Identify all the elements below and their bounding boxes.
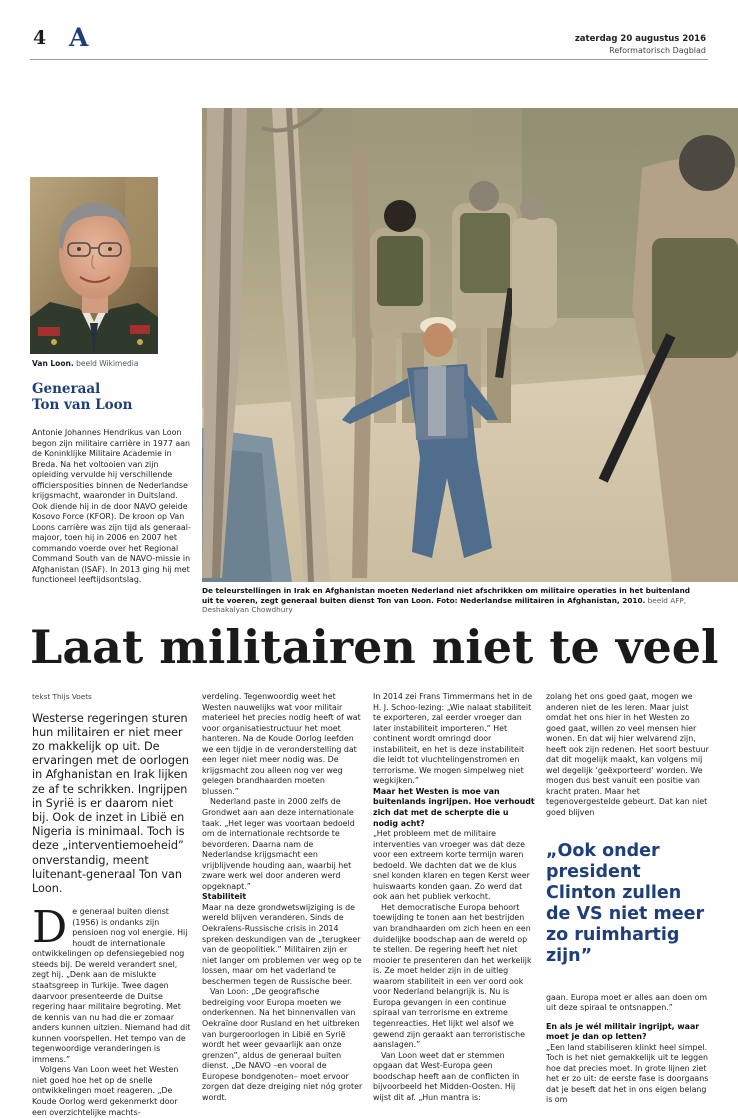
pull-quote: „Ook onder president Clinton zullen de VS niet meer zo ruimhartig zijn”: [546, 840, 705, 966]
column-2: [202, 692, 363, 1103]
column-1: [32, 692, 192, 1118]
bio-title-line2: Ton van Loon: [32, 397, 133, 413]
issue-date: zaterdag 20 augustus 2016: [574, 34, 706, 44]
headline: Laat militairen niet te veel: [30, 620, 719, 674]
bio-title-line1: Generaal: [32, 381, 101, 397]
paragraph: Het democratische Europa behoort toewijding te tonen aan het bestrijden van brandhaarden om zich heen en een duidelijke boodschap aan de wereld op te stellen. De regering heeft het niet mooier te presenteren dan het werkelijk is. Ze moet helder zijn in de uitleg waarom stabiliteit in een ver oord ook voor Nederland belangrijk is. Nu is Europa gevangen in een continue spiraal van terrorisme en extreme tegenreacties. Het lijkt wel alsof we gewend zijn geraakt aan terroristische aanslagen.”: [373, 902, 532, 1050]
main-photo: [202, 108, 738, 582]
paragraph: Van Loon weet dat er stemmen opgaan dat West-Europa geen boodschap heeft aan de conflicten in bijvoorbeeld het Midden-Oosten. Hij wijst dit af. „Hun mantra is:: [373, 1050, 520, 1102]
photo-caption: [202, 586, 702, 615]
subheading: Stabiliteit: [202, 892, 247, 902]
paragraph: „Een land stabiliseren klinkt heel simpel. Toch is het niet gemakkelijk uit te leggen hoe dat precies moet. In grote lijnen ziet het er zo uit: de eerste fase is doorgaans dat je beseft dat het in ons eigen belang is om: [546, 1042, 709, 1105]
column-3: [373, 692, 535, 1103]
page-number: 4: [33, 27, 47, 49]
paragraph: „Het probleem met de militaire interventies van vroeger was dat deze voor een extreem korte termijn waren bedoeld. We dachten dat we de klus snel konden klaren en tegen Kerst weer huiswaarts konden gaan. Zo werd dat ook aan het publiek verkocht.: [373, 829, 530, 902]
portrait-credit: beeld Wikimedia: [76, 359, 139, 368]
paragraph: Volgens Van Loon weet het Westen niet goed hoe het op de snelle ontwikkelingen moet reageren. „De Koude Oorlog werd gekenmerkt door een overzichtelijke machts-: [32, 1065, 179, 1117]
portrait-caption-name: Van Loon.: [32, 359, 74, 368]
newspaper-name: Reformatorisch Dagblad: [609, 46, 706, 55]
paragraph: Van Loon: „De geografische bedreiging voor Europa moeten we onderkennen. Na het binnenvallen van Oekraïne door Rusland en het uitbreken van burgeroorlogen in Libië en Syrië wordt het weer gevaarlijk aan onze grenzen”, aldus de generaal buiten dienst. „De NAVO –en vooral de Europese bondgenoten– moet ervoor zorgen dat deze dreiging niet nóg groter wordt.: [202, 987, 363, 1102]
section-logo: A: [69, 23, 89, 52]
column-4: [546, 692, 709, 1106]
interview-question: En als je wél militair ingrijpt, waar moet je dan op letten?: [546, 1021, 700, 1042]
paragraph: In 2014 zei Frans Timmermans het in de H. J. Schoo-lezing: „Wie nalaat stabiliteit te exporteren, zal eerder vroeger dan later instabiliteit importeren.” Het continent wordt omringd door instabiliteit, en het is deze instabiliteit die leidt tot vluchtelingenstromen en terrorisme. We mogen simpelweg niet wegkijken.”: [373, 692, 533, 786]
interview-question: Maar het Westen is moe van buitenlands ingrijpen. Hoe verhoudt zich dat met de scherpte die u nodig acht?: [373, 786, 535, 828]
byline: tekst Thijs Voets: [32, 692, 92, 701]
portrait-photo: [30, 177, 158, 354]
drop-cap: D: [32, 902, 68, 954]
intro: Westerse regeringen sturen hun militairen er niet meer zo makkelijk op uit. De ervaringen met de oorlogen in Afghanistan en Irak lijken ze af te schrikken. Ingrijpen in Syrië is er daarom niet bij. Ook de inzet in Libië en Nigeria is minimaal. Toch is deze „interventiemoeheid” onverstandig, meent luitenant-generaal Ton van Loon.: [32, 711, 189, 895]
bio-title: [32, 381, 182, 413]
bio-text: Antonie Johannes Hendrikus van Loon begon zijn militaire carrière in 1977 aan de Koninklijke Militaire Academie in Breda. Na het voltooien van zijn opleiding vervulde hij verschillende officiersposities binnen de Nederlandse krijgsmacht, waaronder in Duitsland. Ook diende hij in de door NAVO geleide Kosovo Force (KFOR). De kroon op Van Loons carrière was zijn tijd als generaal-majoor, toen hij in 2006 en 2007 het commando voerde over het Regional Command South van de NAVO-missie in Afghanistan (ISAF). In 2013 ging hij met functioneel leeftijdsontslag.: [32, 428, 191, 584]
paragraph: Nederland paste in 2000 zelfs de Grondwet aan aan deze internationale taak. „Het leger was voortaan bedoeld om de internationale rechtsorde te bevorderen. Daarna nam de Nederlandse krijgsmacht een vrijblijvende houding aan, waarbij het zware werk wel door anderen werd opgeknapt.”: [202, 797, 355, 891]
paragraph: verdeling. Tegenwoordig weet het Westen nauwelijks wat voor militair materieel het precies nodig heeft of wat voor organisatiestructuur het moet hanteren. Na de Koude Oorlog leefden we een tijdje in de veronderstelling dat een leger niet meer nodig was. De krijgsmacht zou alleen nog ver weg gelegen brandhaarden moeten blussen.”: [202, 692, 361, 796]
portrait-caption: [32, 359, 138, 368]
paragraph: gaan. Europa moet er alles aan doen om uit deze spiraal te ontsnappen.”: [546, 992, 708, 1013]
paragraph: zolang het ons goed gaat, mogen we anderen niet de les leren. Maar juist omdat het ons hier in het Westen zo goed gaat, willen zo veel mensen hier wonen. En dat wij hier welvarend zijn, heeft ook zijn redenen. Het soort bestuur dat dit mogelijk maakt, kan volgens mij wel degelijk ‘geëxporteerd’ worden. We mogen dus best vanuit een positie van kracht praten. Maar het tegenovergestelde gebeurt. Dat kan niet goed blijven: [546, 692, 709, 818]
photo-credit: beeld AFP, Deshakalyan Chowdhury: [202, 595, 687, 615]
header-divider: [30, 59, 708, 60]
paragraph: Maar na deze grondwetswijziging is de wereld blijven veranderen. Sinds de Oekraïens-Russische crisis in 2014 spreken deskundigen van de „terugkeer van de geopolitiek.” Militairen zijn er niet langer om problemen ver weg op te lossen, maar om het vaderland te beschermen tegen de Russische beer.: [202, 902, 362, 986]
paragraph: e generaal buiten dienst (1956) is ondanks zijn pensioen nog vol energie. Hij houdt de internationale ontwikkelingen op defensiegebied nog steeds bij. De wereld verandert snel, zegt hij. „Denk aan de mislukte staatsgreep in Turkije. Twee dagen daarvoor presenteerde de Duitse regering haar militaire begroting. Met de kennis van nu had die er zomaar anders kunnen uitzien. Niemand had dit kunnen voorspellen. Het tempo van de tegenwoordige veranderingen is immens.”: [32, 907, 191, 1064]
photo-caption-text: De teleurstellingen in Irak en Afghanistan moeten Nederland niet afschrikken om militaire operaties in het buitenland uit te voeren, zegt generaal buiten dienst Ton van Loon. Foto: Nederlandse militairen in Afghanistan, 2010.: [202, 586, 690, 605]
